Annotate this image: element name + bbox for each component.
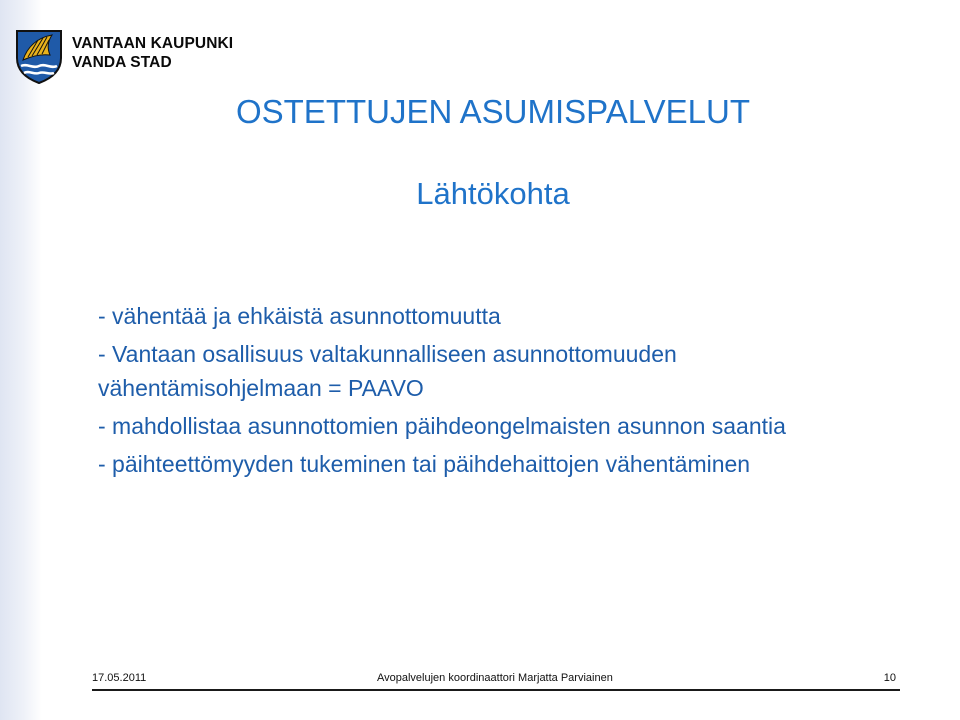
footer-date: 17.05.2011 bbox=[92, 672, 147, 684]
city-coat-of-arms-icon bbox=[14, 28, 64, 84]
list-item: - mahdollistaa asunnottomien päihdeongelmaisten asunnon saantia bbox=[98, 413, 786, 439]
footer-author: Avopalvelujen koordinaattori Marjatta Parviainen bbox=[377, 672, 613, 684]
org-name-finnish: VANTAAN KAUPUNKI bbox=[72, 35, 234, 52]
list-item: - päihteettömyyden tukeminen tai päihdehaittojen vähentäminen bbox=[98, 451, 751, 477]
list-item: - Vantaan osallisuus valtakunnalliseen asunnottomuuden vähentämisohjelmaan = PAAVO bbox=[98, 341, 677, 401]
content-list bbox=[98, 299, 898, 485]
org-name-swedish: VANDA STAD bbox=[72, 54, 172, 71]
page-number: 10 bbox=[883, 672, 896, 684]
organization-name bbox=[72, 34, 233, 72]
list-item: - vähentää ja ehkäistä asunnottomuutta bbox=[98, 303, 501, 329]
slide-subtitle: Lähtökohta bbox=[416, 176, 570, 211]
slide-title: OSTETTUJEN ASUMISPALVELUT bbox=[235, 93, 751, 130]
slide-footer bbox=[92, 669, 900, 691]
